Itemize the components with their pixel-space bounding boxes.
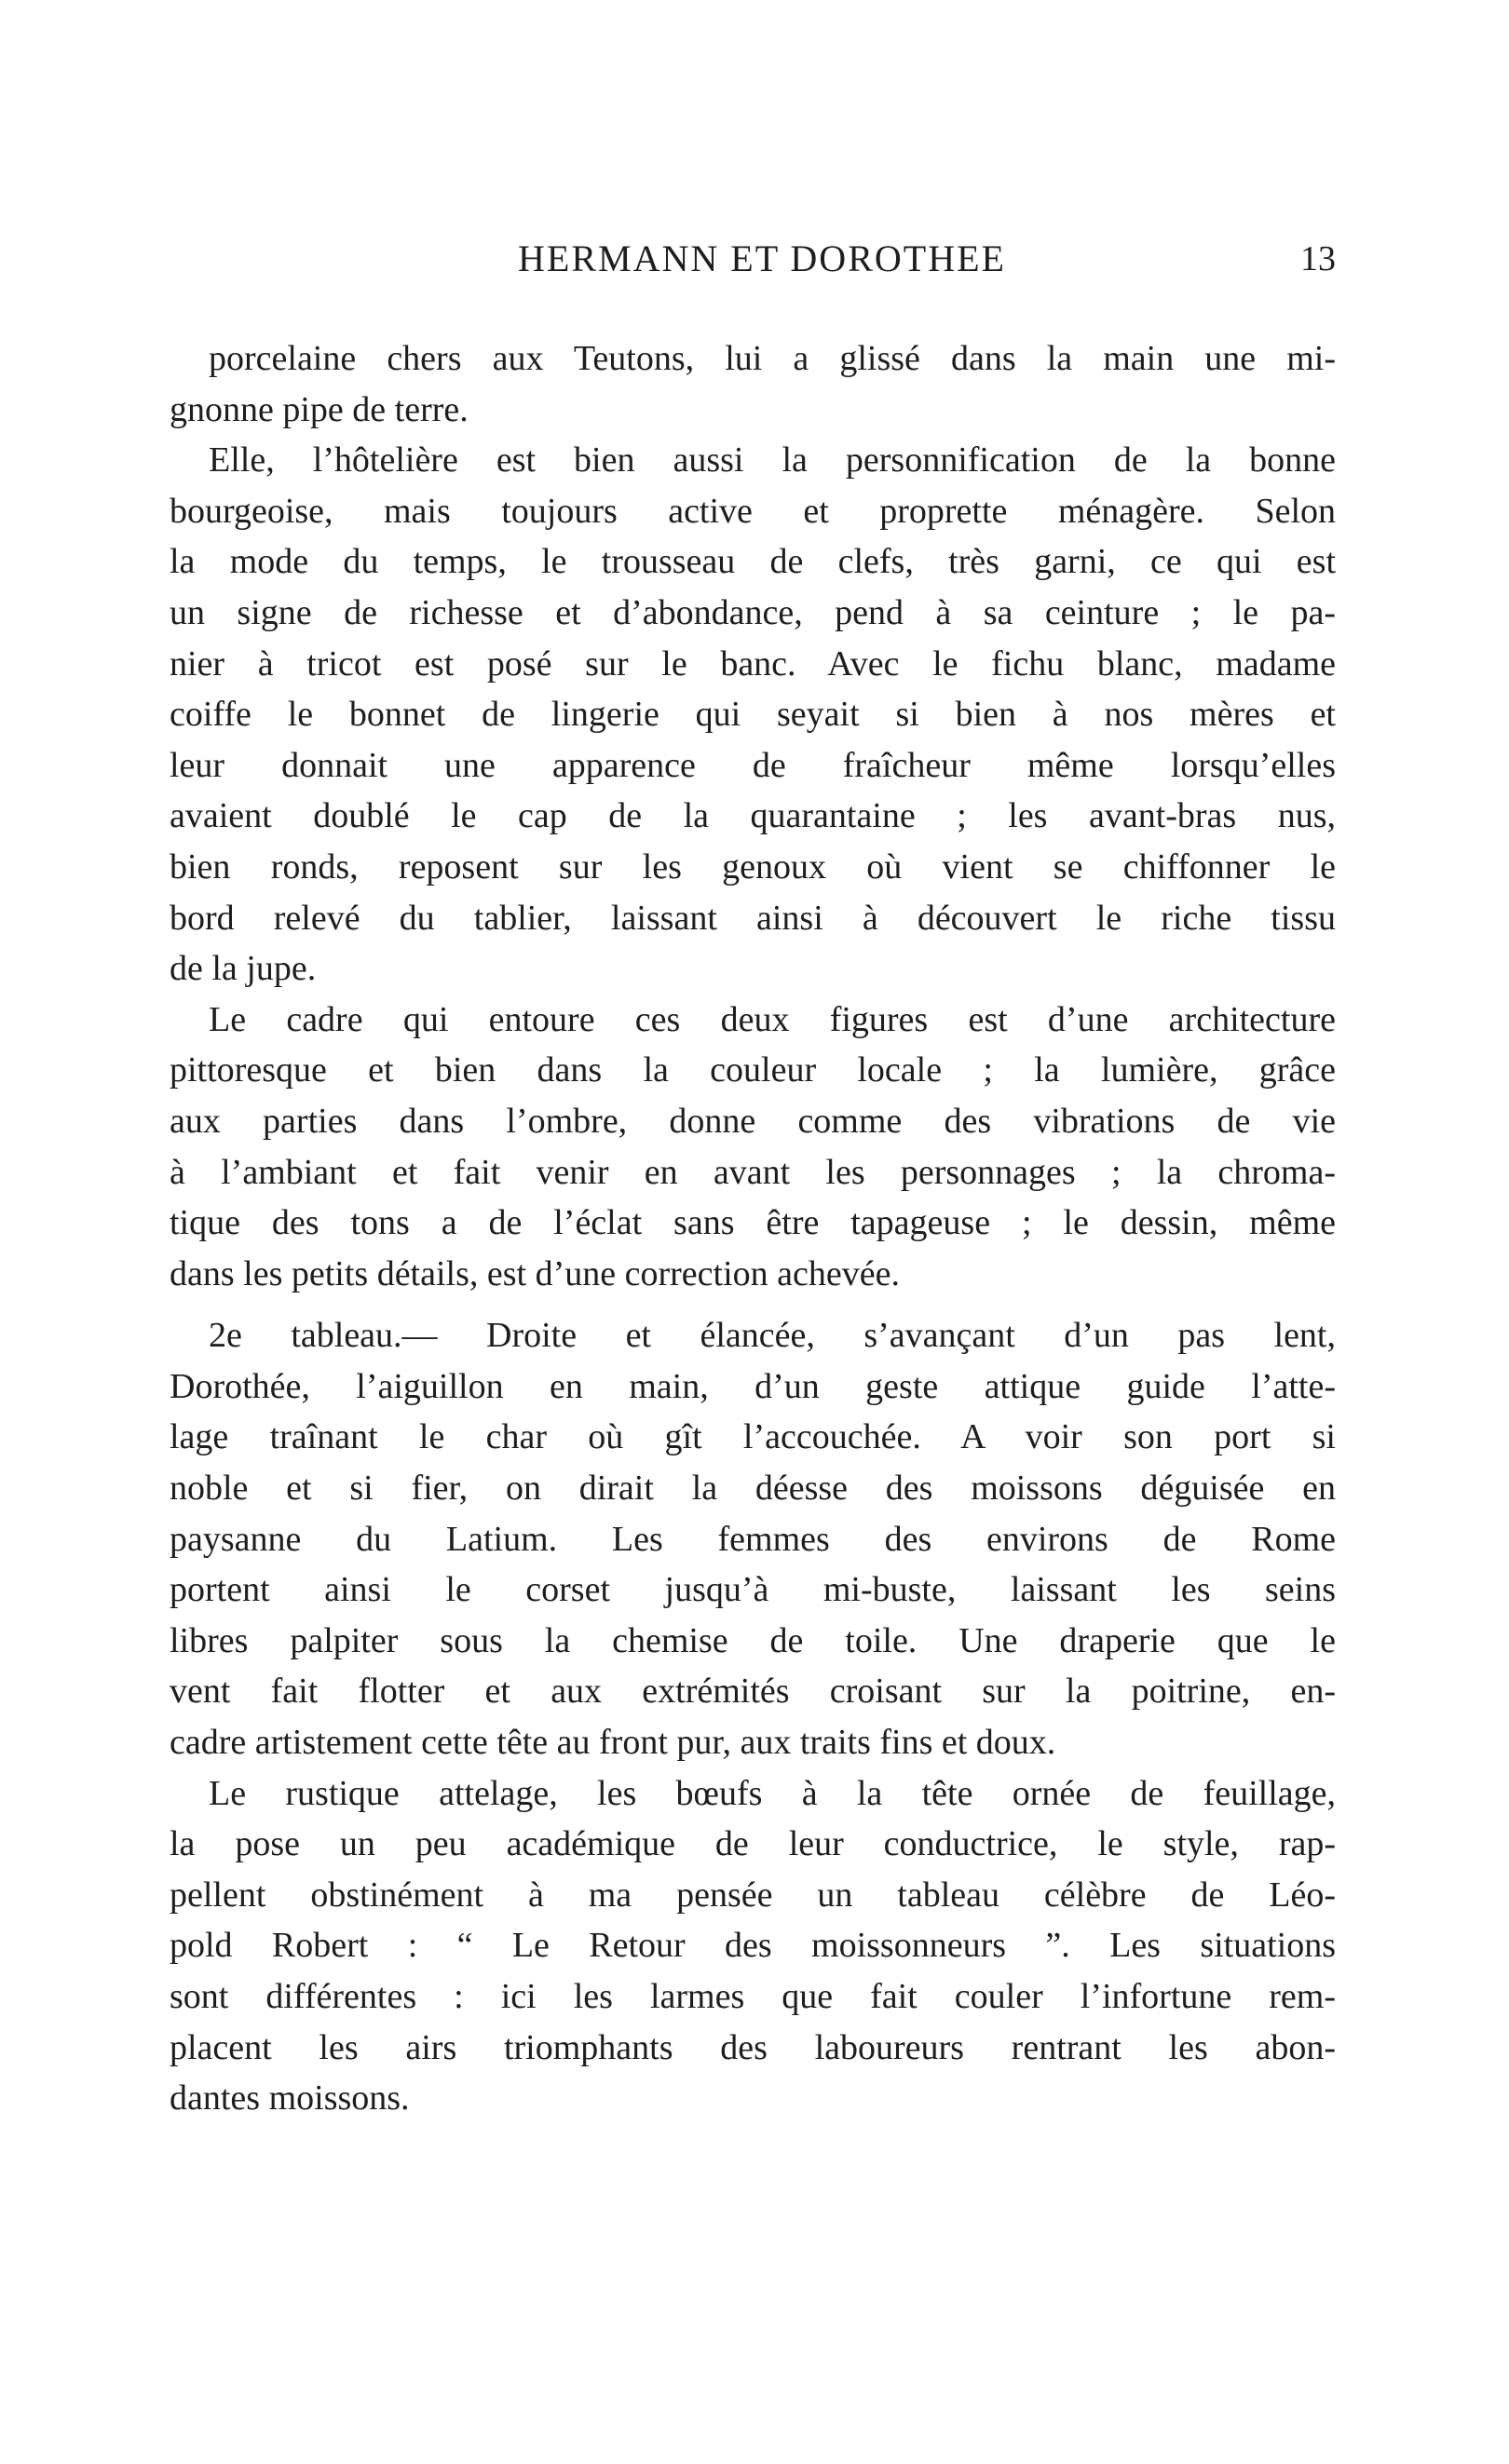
text-line: lage traînant le char où gît l’accouchée. A voir son port si [170, 1417, 1336, 1457]
text-line: cadre artistement cette tête au front pur, aux traits fins et doux. [170, 1723, 1056, 1763]
text-line: vent fait flotter et aux extrémités croisant sur la poitrine, en- [170, 1672, 1336, 1712]
body-text [170, 333, 1336, 2124]
text-line: coiffe le bonnet de lingerie qui seyait si bien à nos mères et [170, 695, 1336, 735]
text-line: dantes moissons. [170, 2078, 410, 2119]
text-line: Le rustique attelage, les bœufs à la tête ornée de feuillage, [209, 1773, 1336, 1813]
text-line: de la jupe. [170, 949, 317, 989]
text-line: porcelaine chers aux Teutons, lui a glissé dans la main une mi- [209, 339, 1336, 378]
text-line: gnonne pipe de terre. [170, 389, 469, 429]
text-line: aux parties dans l’ombre, donne comme des vibrations de vie [170, 1101, 1336, 1141]
text-line: bourgeoise, mais toujours active et proprette ménagère. Selon [170, 491, 1336, 531]
text-line: pellent obstinément à ma pensée un tableau célèbre de Léo- [170, 1875, 1336, 1915]
paragraph [170, 435, 1336, 995]
text-line: Dorothée, l’aiguillon en main, d’un geste attique guide l’atte- [170, 1366, 1336, 1406]
text-line: placent les airs triomphants des laboureurs rentrant les abon- [170, 2027, 1336, 2067]
text-line: Elle, l’hôtelière est bien aussi la personnification de la bonne [209, 440, 1336, 481]
text-line: tique des tons a de l’éclat sans être tapageuse ; le dessin, même [170, 1203, 1336, 1243]
text-line: la pose un peu académique de leur conductrice, le style, rap- [170, 1824, 1336, 1864]
paragraph [170, 995, 1336, 1300]
text-line: bord relevé du tablier, laissant ainsi à découvert le riche tissu [170, 898, 1336, 938]
running-head [170, 233, 1336, 285]
text-line: noble et si fier, on dirait la déesse des moissons déguisée en [170, 1469, 1336, 1509]
paragraph [170, 333, 1336, 435]
text-line: pittoresque et bien dans la couleur locale ; la lumière, grâce [170, 1050, 1336, 1090]
text-line: pold Robert : “ Le Retour des moissonneurs ”. Les situations [170, 1926, 1336, 1966]
text-line: Le cadre qui entoure ces deux figures est d’une architecture [209, 999, 1336, 1039]
text-line: la mode du temps, le trousseau de clefs, très garni, ce qui est [170, 542, 1336, 582]
text-line: portent ainsi le corset jusqu’à mi-buste, laissant les seins [170, 1570, 1336, 1610]
text-line: 2e tableau.— Droite et élancée, s’avançant d’un pas lent, [209, 1316, 1336, 1356]
text-line: sont différentes : ici les larmes que fait couler l’infortune rem- [170, 1977, 1336, 2016]
paragraph [170, 1768, 1336, 2124]
text-line: libres palpiter sous la chemise de toile. Une draperie que le [170, 1620, 1336, 1660]
text-line: à l’ambiant et fait venir en avant les personnages ; la chroma- [170, 1152, 1336, 1192]
text-line: leur donnait une apparence de fraîcheur même lorsqu’elles [170, 745, 1336, 785]
text-line: bien ronds, reposent sur les genoux où vient se chiffonner le [170, 846, 1336, 887]
text-line: un signe de richesse et d’abondance, pend à sa ceinture ; le pa- [170, 592, 1336, 632]
text-line: avaient doublé le cap de la quarantaine ; les avant-bras nus, [170, 796, 1336, 836]
text-line: nier à tricot est posé sur le banc. Avec le fichu blanc, madame [170, 643, 1336, 684]
running-title: HERMANN ET DOROTHEE [518, 237, 1006, 279]
page-number: 13 [1300, 239, 1336, 278]
paragraph [170, 1310, 1336, 1767]
text-line: paysanne du Latium. Les femmes des environs de Rome [170, 1519, 1336, 1559]
text-line: dans les petits détails, est d’une correction achevée. [170, 1253, 900, 1293]
